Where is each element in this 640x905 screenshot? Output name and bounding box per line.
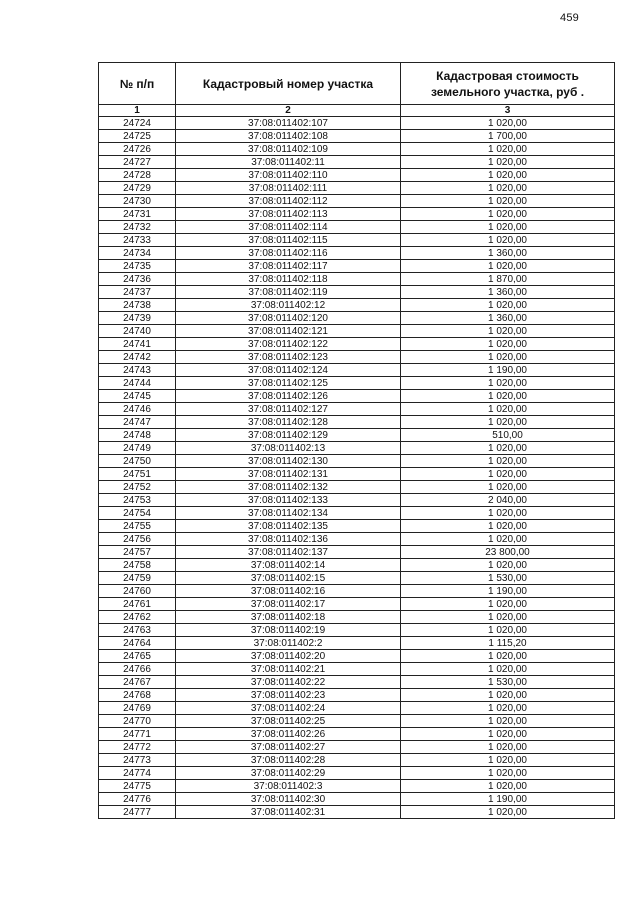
row-number: 24776: [99, 793, 176, 806]
cadastral-value: 1 020,00: [401, 208, 615, 221]
table-row: [99, 507, 615, 520]
cadastral-number: 37:08:011402:130: [176, 455, 401, 468]
row-number: 24724: [99, 117, 176, 130]
table-row: [99, 299, 615, 312]
cadastral-value: 1 190,00: [401, 364, 615, 377]
cadastral-value: 1 360,00: [401, 286, 615, 299]
table-row: [99, 377, 615, 390]
cadastral-value: 1 190,00: [401, 793, 615, 806]
row-number: 24753: [99, 494, 176, 507]
cadastral-value: 1 020,00: [401, 507, 615, 520]
row-number: 24734: [99, 247, 176, 260]
row-number: 24774: [99, 767, 176, 780]
table-row: [99, 611, 615, 624]
row-number: 24729: [99, 182, 176, 195]
row-number: 24767: [99, 676, 176, 689]
row-number: 24761: [99, 598, 176, 611]
row-number: 24742: [99, 351, 176, 364]
cadastral-number: 37:08:011402:26: [176, 728, 401, 741]
cadastral-number: 37:08:011402:133: [176, 494, 401, 507]
cadastral-number: 37:08:011402:25: [176, 715, 401, 728]
table-row: [99, 598, 615, 611]
table-row: [99, 156, 615, 169]
table-row: [99, 273, 615, 286]
row-number: 24725: [99, 130, 176, 143]
cadastral-number: 37:08:011402:128: [176, 416, 401, 429]
cadastral-value: 1 020,00: [401, 611, 615, 624]
table-row: [99, 182, 615, 195]
row-number: 24738: [99, 299, 176, 312]
row-number: 24737: [99, 286, 176, 299]
header-cadastral-number: Кадастровый номер участка: [176, 63, 401, 105]
cadastral-value: 1 020,00: [401, 403, 615, 416]
page-number: 459: [560, 12, 579, 24]
row-number: 24726: [99, 143, 176, 156]
cadastral-value: 1 020,00: [401, 117, 615, 130]
cadastral-number: 37:08:011402:22: [176, 676, 401, 689]
cadastral-number: 37:08:011402:112: [176, 195, 401, 208]
cadastral-value: 1 190,00: [401, 585, 615, 598]
table-row: [99, 468, 615, 481]
cadastral-number: 37:08:011402:127: [176, 403, 401, 416]
cadastral-value: 1 020,00: [401, 338, 615, 351]
cadastral-number: 37:08:011402:123: [176, 351, 401, 364]
table-row: [99, 117, 615, 130]
table-row: [99, 728, 615, 741]
row-number: 24749: [99, 442, 176, 455]
cadastral-number: 37:08:011402:30: [176, 793, 401, 806]
cadastral-number: 37:08:011402:29: [176, 767, 401, 780]
table-row: [99, 364, 615, 377]
table-row: [99, 481, 615, 494]
table-row: [99, 442, 615, 455]
cadastral-value: 23 800,00: [401, 546, 615, 559]
table-row: [99, 312, 615, 325]
cadastral-value: 1 020,00: [401, 156, 615, 169]
cadastral-number: 37:08:011402:3: [176, 780, 401, 793]
row-number: 24768: [99, 689, 176, 702]
table-row: [99, 650, 615, 663]
cadastral-number: 37:08:011402:11: [176, 156, 401, 169]
cadastral-number: 37:08:011402:108: [176, 130, 401, 143]
row-number: 24770: [99, 715, 176, 728]
cadastral-value: 1 020,00: [401, 442, 615, 455]
table-row: [99, 806, 615, 819]
row-number: 24764: [99, 637, 176, 650]
cadastral-value: 1 020,00: [401, 195, 615, 208]
row-number: 24760: [99, 585, 176, 598]
cadastral-value: 1 020,00: [401, 377, 615, 390]
cadastral-number: 37:08:011402:107: [176, 117, 401, 130]
cadastral-number: 37:08:011402:111: [176, 182, 401, 195]
row-number: 24755: [99, 520, 176, 533]
table-row: [99, 585, 615, 598]
cadastral-value: 1 020,00: [401, 767, 615, 780]
row-number: 24775: [99, 780, 176, 793]
cadastral-number: 37:08:011402:15: [176, 572, 401, 585]
cadastral-value: 1 020,00: [401, 481, 615, 494]
cadastral-number: 37:08:011402:17: [176, 598, 401, 611]
cadastral-number: 37:08:011402:134: [176, 507, 401, 520]
row-number: 24748: [99, 429, 176, 442]
row-number: 24728: [99, 169, 176, 182]
row-number: 24732: [99, 221, 176, 234]
cadastral-value: 1 020,00: [401, 182, 615, 195]
table-row: [99, 689, 615, 702]
cadastral-value: 1 020,00: [401, 260, 615, 273]
table-row: [99, 260, 615, 273]
header-cadastral-value: Кадастровая стоимость земельного участка, руб .: [401, 63, 615, 105]
cadastral-number: 37:08:011402:12: [176, 299, 401, 312]
row-number: 24743: [99, 364, 176, 377]
cadastral-value: 1 020,00: [401, 390, 615, 403]
cadastral-value: 1 020,00: [401, 468, 615, 481]
cadastral-number: 37:08:011402:14: [176, 559, 401, 572]
table-row: [99, 208, 615, 221]
header-number: № п/п: [99, 63, 176, 105]
cadastral-number: 37:08:011402:137: [176, 546, 401, 559]
row-number: 24735: [99, 260, 176, 273]
cadastral-value: 1 020,00: [401, 143, 615, 156]
cadastral-value: 1 020,00: [401, 650, 615, 663]
row-number: 24731: [99, 208, 176, 221]
row-number: 24763: [99, 624, 176, 637]
cadastre-table: [98, 62, 615, 819]
cadastre-table-container: [98, 62, 615, 819]
cadastral-value: 1 020,00: [401, 520, 615, 533]
cadastral-number: 37:08:011402:115: [176, 234, 401, 247]
cadastral-value: 1 020,00: [401, 689, 615, 702]
column-number-3: 3: [401, 105, 615, 117]
table-row: [99, 767, 615, 780]
row-number: 24759: [99, 572, 176, 585]
cadastral-number: 37:08:011402:21: [176, 663, 401, 676]
column-number-1: 1: [99, 105, 176, 117]
cadastral-value: 1 020,00: [401, 663, 615, 676]
cadastral-number: 37:08:011402:27: [176, 741, 401, 754]
table-row: [99, 416, 615, 429]
cadastral-value: 1 020,00: [401, 221, 615, 234]
cadastral-value: 1 020,00: [401, 780, 615, 793]
row-number: 24772: [99, 741, 176, 754]
table-row: [99, 702, 615, 715]
cadastral-value: 1 020,00: [401, 455, 615, 468]
cadastral-number: 37:08:011402:122: [176, 338, 401, 351]
cadastral-number: 37:08:011402:24: [176, 702, 401, 715]
row-number: 24747: [99, 416, 176, 429]
row-number: 24757: [99, 546, 176, 559]
cadastral-number: 37:08:011402:23: [176, 689, 401, 702]
cadastral-value: 1 020,00: [401, 806, 615, 819]
row-number: 24777: [99, 806, 176, 819]
cadastral-number: 37:08:011402:131: [176, 468, 401, 481]
cadastral-value: 2 040,00: [401, 494, 615, 507]
cadastral-number: 37:08:011402:132: [176, 481, 401, 494]
row-number: 24771: [99, 728, 176, 741]
cadastral-number: 37:08:011402:116: [176, 247, 401, 260]
cadastral-value: 1 870,00: [401, 273, 615, 286]
table-row: [99, 403, 615, 416]
table-row: [99, 455, 615, 468]
cadastral-number: 37:08:011402:129: [176, 429, 401, 442]
row-number: 24736: [99, 273, 176, 286]
cadastral-value: 1 530,00: [401, 572, 615, 585]
row-number: 24751: [99, 468, 176, 481]
row-number: 24756: [99, 533, 176, 546]
cadastral-value: 1 020,00: [401, 559, 615, 572]
cadastral-number: 37:08:011402:110: [176, 169, 401, 182]
row-number: 24745: [99, 390, 176, 403]
column-number-2: 2: [176, 105, 401, 117]
cadastral-number: 37:08:011402:121: [176, 325, 401, 338]
cadastral-value: 1 020,00: [401, 715, 615, 728]
table-row: [99, 520, 615, 533]
row-number: 24752: [99, 481, 176, 494]
cadastral-value: 1 020,00: [401, 754, 615, 767]
table-row: [99, 624, 615, 637]
table-row: [99, 715, 615, 728]
cadastral-number: 37:08:011402:118: [176, 273, 401, 286]
table-row: [99, 429, 615, 442]
table-row: [99, 494, 615, 507]
row-number: 24741: [99, 338, 176, 351]
cadastral-value: 1 020,00: [401, 299, 615, 312]
table-row: [99, 793, 615, 806]
cadastral-number: 37:08:011402:124: [176, 364, 401, 377]
row-number: 24744: [99, 377, 176, 390]
table-row: [99, 741, 615, 754]
row-number: 24773: [99, 754, 176, 767]
cadastral-number: 37:08:011402:18: [176, 611, 401, 624]
table-row: [99, 195, 615, 208]
cadastral-value: 1 360,00: [401, 312, 615, 325]
cadastral-number: 37:08:011402:126: [176, 390, 401, 403]
cadastral-number: 37:08:011402:135: [176, 520, 401, 533]
cadastral-value: 1 360,00: [401, 247, 615, 260]
table-header-row: [99, 63, 615, 105]
table-row: [99, 559, 615, 572]
cadastral-number: 37:08:011402:28: [176, 754, 401, 767]
row-number: 24769: [99, 702, 176, 715]
table-row: [99, 572, 615, 585]
row-number: 24750: [99, 455, 176, 468]
cadastral-number: 37:08:011402:113: [176, 208, 401, 221]
table-row: [99, 325, 615, 338]
table-row: [99, 351, 615, 364]
table-row: [99, 221, 615, 234]
cadastral-number: 37:08:011402:120: [176, 312, 401, 325]
table-body: [99, 117, 615, 819]
cadastral-value: 1 020,00: [401, 234, 615, 247]
cadastral-value: 1 020,00: [401, 533, 615, 546]
cadastral-value: 1 020,00: [401, 741, 615, 754]
table-row: [99, 754, 615, 767]
cadastral-value: 1 020,00: [401, 598, 615, 611]
row-number: 24739: [99, 312, 176, 325]
row-number: 24765: [99, 650, 176, 663]
cadastral-value: 1 020,00: [401, 169, 615, 182]
cadastral-number: 37:08:011402:2: [176, 637, 401, 650]
table-row: [99, 247, 615, 260]
cadastral-number: 37:08:011402:136: [176, 533, 401, 546]
cadastral-number: 37:08:011402:19: [176, 624, 401, 637]
cadastral-number: 37:08:011402:119: [176, 286, 401, 299]
cadastral-number: 37:08:011402:13: [176, 442, 401, 455]
row-number: 24733: [99, 234, 176, 247]
cadastral-value: 1 020,00: [401, 325, 615, 338]
row-number: 24730: [99, 195, 176, 208]
cadastral-value: 1 115,20: [401, 637, 615, 650]
table-row: [99, 130, 615, 143]
cadastral-value: 1 700,00: [401, 130, 615, 143]
cadastral-number: 37:08:011402:117: [176, 260, 401, 273]
column-number-row: [99, 105, 615, 117]
row-number: 24746: [99, 403, 176, 416]
cadastral-number: 37:08:011402:16: [176, 585, 401, 598]
cadastral-value: 1 020,00: [401, 351, 615, 364]
table-row: [99, 676, 615, 689]
row-number: 24762: [99, 611, 176, 624]
cadastral-number: 37:08:011402:125: [176, 377, 401, 390]
table-row: [99, 663, 615, 676]
table-row: [99, 286, 615, 299]
cadastral-number: 37:08:011402:20: [176, 650, 401, 663]
table-row: [99, 338, 615, 351]
cadastral-value: 1 020,00: [401, 702, 615, 715]
row-number: 24766: [99, 663, 176, 676]
table-row: [99, 143, 615, 156]
row-number: 24740: [99, 325, 176, 338]
cadastral-value: 1 020,00: [401, 624, 615, 637]
table-row: [99, 533, 615, 546]
row-number: 24758: [99, 559, 176, 572]
table-row: [99, 169, 615, 182]
cadastral-value: 1 530,00: [401, 676, 615, 689]
table-row: [99, 234, 615, 247]
cadastral-value: 1 020,00: [401, 416, 615, 429]
table-row: [99, 546, 615, 559]
table-row: [99, 780, 615, 793]
cadastral-number: 37:08:011402:31: [176, 806, 401, 819]
cadastral-number: 37:08:011402:114: [176, 221, 401, 234]
row-number: 24727: [99, 156, 176, 169]
table-row: [99, 637, 615, 650]
cadastral-value: 510,00: [401, 429, 615, 442]
row-number: 24754: [99, 507, 176, 520]
cadastral-value: 1 020,00: [401, 728, 615, 741]
table-row: [99, 390, 615, 403]
cadastral-number: 37:08:011402:109: [176, 143, 401, 156]
